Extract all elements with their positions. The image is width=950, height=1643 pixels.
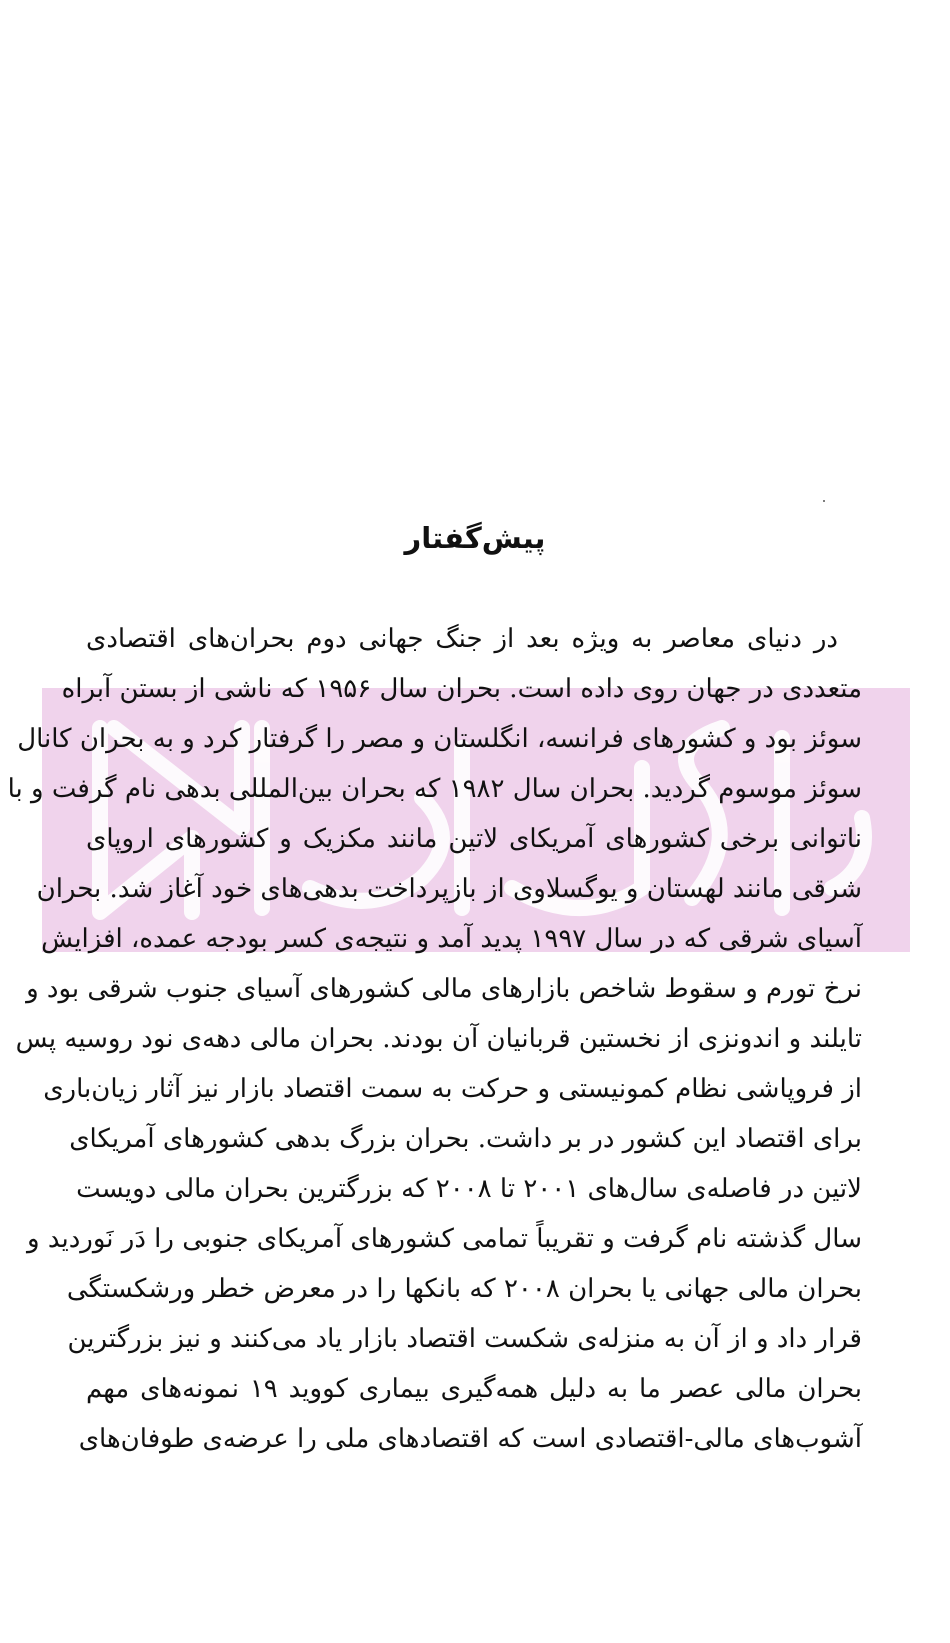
paragraph-line: سال گذشته نام گرفت و تقریباً تمامی کشورهای آمریکای جنوبی را دَر نَوردید و: [27, 1224, 862, 1254]
paragraph-line: لاتین در فاصله‌ی سال‌های ۲۰۰۱ تا ۲۰۰۸ که بزرگترین بحران مالی دویست: [76, 1174, 862, 1204]
page-title: پیش‌گفتار: [404, 521, 546, 555]
paragraph-line: شرقی مانند لهستان و یوگسلاوی از بازپرداخت بدهی‌های خود آغاز شد. بحران: [36, 874, 862, 904]
paragraph-line: سوئز موسوم گردید. بحران سال ۱۹۸۲ که بحران بین‌المللی بدهی نام گرفت و با: [7, 774, 862, 804]
paragraph-line: آسیای شرقی که در سال ۱۹۹۷ پدید آمد و نتیجه‌ی کسر بودجه عمده، افزایش: [41, 924, 862, 954]
paragraph-line: از فروپاشی نظام کمونیستی و حرکت به سمت اقتصاد بازار نیز آثار زیان‌باری: [43, 1074, 862, 1104]
paragraph-line: تایلند و اندونزی از نخستین قربانیان آن بودند. بحران مالی دهه‌ی نود روسیه پس: [15, 1024, 862, 1054]
paragraph-line: آشوب‌های مالی-اقتصادی است که اقتصادهای ملی را عرضه‌ی طوفان‌های: [78, 1424, 862, 1454]
paragraph-line: نرخ تورم و سقوط شاخص بازارهای مالی کشورهای آسیای جنوب شرقی بود و: [26, 974, 862, 1004]
paragraph-line: متعددی در جهان روی داده است. بحران سال ۱۹۵۶ که ناشی از بستن آبراه: [61, 674, 862, 704]
stray-mark: [823, 500, 825, 502]
paragraph-line: قرار داد و از آن به منزله‌ی شکست اقتصاد بازار یاد می‌کنند و نیز بزرگترین: [67, 1324, 862, 1354]
body-paragraph: [7, 614, 863, 1464]
paragraph-line: در دنیای معاصر به ویژه بعد از جنگ جهانی دوم بحران‌های اقتصادی: [86, 624, 838, 654]
paragraph-line: برای اقتصاد این کشور در بر داشت. بحران بزرگ بدهی کشورهای آمریکای: [69, 1124, 862, 1154]
paragraph-line: بحران مالی عصر ما به دلیل همه‌گیری بیماری کووید ۱۹ نمونه‌های مهم: [86, 1374, 863, 1404]
paragraph-line: بحران مالی جهانی یا بحران ۲۰۰۸ که بانکها را در معرض خطر ورشکستگی: [66, 1274, 862, 1304]
paragraph-line: سوئز بود و کشورهای فرانسه، انگلستان و مصر را گرفتار کرد و به بحران کانال: [17, 724, 862, 754]
paragraph-line: ناتوانی برخی کشورهای آمریکای لاتین مانند مکزیک و کشورهای اروپای: [86, 824, 862, 854]
